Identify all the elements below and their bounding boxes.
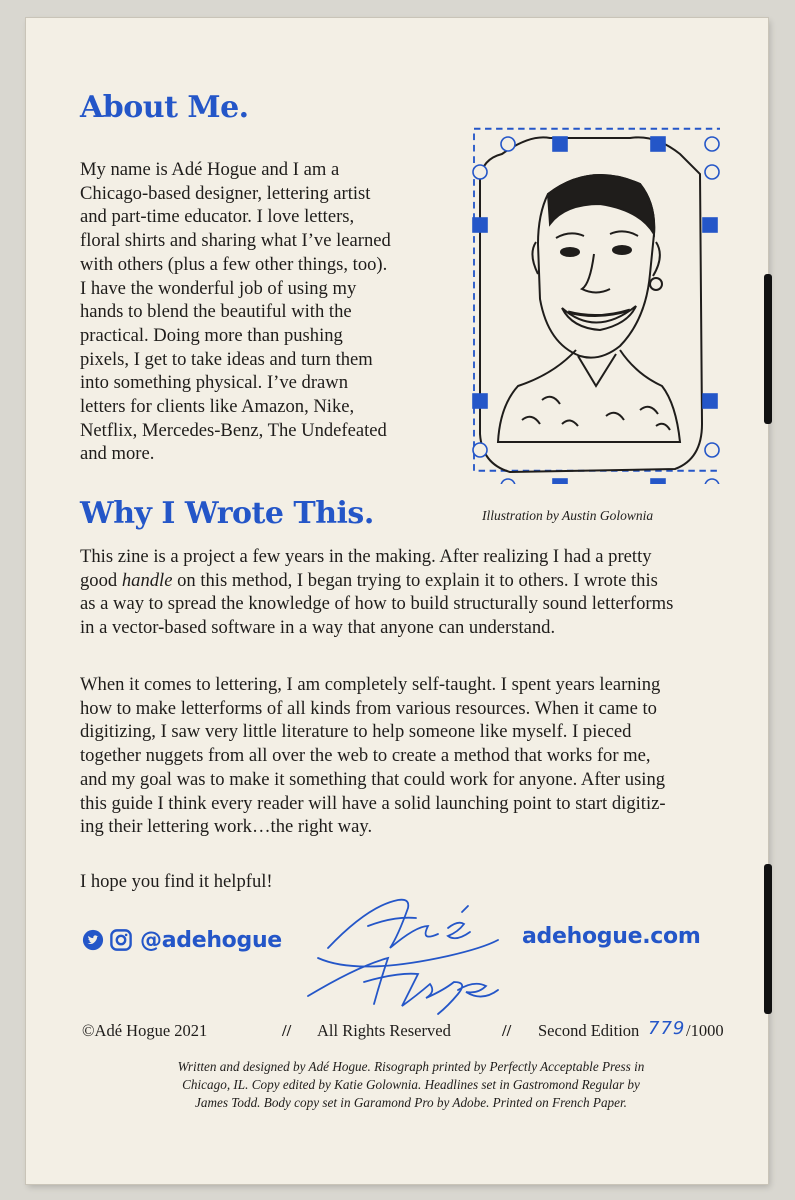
illustration-caption: Illustration by Austin Golownia xyxy=(482,508,654,523)
why-p2-line-2: how to make letterforms of all kinds from various resources. When it came to xyxy=(80,697,657,719)
edition-number: 779 xyxy=(648,1018,686,1039)
why-p2-line-1: When it comes to lettering, I am completely self-taught. I spent years learning xyxy=(80,674,661,695)
colophon-line-2: Chicago, IL. Copy edited by Katie Golownia. Headlines set in Gastromond Regular by xyxy=(182,1077,640,1092)
colophon-line-3: James Todd. Body copy set in Garamond Pro by Adobe. Printed on French Paper. xyxy=(195,1095,627,1110)
edition-total: /1000 xyxy=(686,1021,724,1040)
twitter-icon[interactable] xyxy=(82,929,104,951)
about-line-1: My name is Adé Hogue and I am a xyxy=(80,159,340,180)
social-links xyxy=(82,923,282,957)
about-line-7: hands to blend the beautiful with the xyxy=(80,301,352,323)
why-p1-line-2: good handle on this method, I began trying to explain it to others. I wrote this xyxy=(80,569,658,591)
why-p2-line-7: ing their lettering work…the right way. xyxy=(80,816,373,838)
why-p1-line-4: in a vector-based software in a way that anyone can understand. xyxy=(80,617,556,639)
why-p2-line-5: and my goal was to make it something that could work for anyone. After using xyxy=(80,768,666,790)
footer-row xyxy=(82,1018,742,1045)
binding-clip-top xyxy=(764,274,772,424)
about-line-10: into something physical. I’ve drawn xyxy=(80,372,349,394)
about-line-5: with others (plus a few other things, too). xyxy=(80,253,388,275)
portrait-illustration xyxy=(450,124,720,484)
why-p2-line-3: digitizing, I saw very little literature to help someone like myself. I pieced xyxy=(80,721,632,743)
why-paragraph-3: I hope you find it helpful! xyxy=(80,871,273,892)
handle-emphasis: handle xyxy=(121,569,173,591)
about-body xyxy=(80,158,440,466)
copyright: ©Adé Hogue 2021 xyxy=(82,1021,208,1040)
signature-logo xyxy=(298,886,508,1016)
why-p2-line-4: together nuggets from all over the web to create a method that works for me, xyxy=(80,745,651,767)
about-line-11: letters for clients like Amazon, Nike, xyxy=(80,396,355,418)
why-p1-line-3: as a way to spread the knowledge of how to build structurally sound letterforms xyxy=(80,593,674,615)
about-line-8: practical. Doing more than pushing xyxy=(80,324,343,346)
footer-separator-1: // xyxy=(282,1021,292,1040)
about-line-2: Chicago-based designer, lettering artist xyxy=(80,182,371,204)
about-line-4: floral shirts and sharing what I’ve learned xyxy=(80,230,391,252)
why-heading: Why I Wrote This. xyxy=(80,496,374,531)
why-p2-line-6: this guide I think every reader will have a solid launching point to start digitiz- xyxy=(80,792,666,814)
zine-page xyxy=(26,18,768,1184)
about-line-13: and more. xyxy=(80,443,155,465)
about-line-12: Netflix, Mercedes-Benz, The Undefeated xyxy=(80,419,387,441)
about-heading: About Me. xyxy=(80,90,249,125)
edition-label: Second Edition xyxy=(538,1021,640,1040)
colophon-line-1: Written and designed by Adé Hogue. Risograph printed by Perfectly Acceptable Press in xyxy=(177,1059,645,1074)
rights-reserved: All Rights Reserved xyxy=(317,1021,451,1040)
website-link[interactable]: adehogue.com xyxy=(522,924,701,949)
why-paragraph-1 xyxy=(80,545,720,640)
instagram-icon[interactable] xyxy=(110,929,132,951)
about-line-9: pixels, I get to take ideas and turn them xyxy=(80,348,373,370)
why-p1-line-1: This zine is a project a few years in the making. After realizing I had a pretty xyxy=(80,546,652,567)
about-line-6: I have the wonderful job of using my xyxy=(80,277,357,299)
about-line-3: and part-time educator. I love letters, xyxy=(80,206,355,228)
social-handle[interactable]: @adehogue xyxy=(140,927,282,953)
binding-clip-bottom xyxy=(764,864,772,1014)
footer-separator-2: // xyxy=(502,1021,512,1040)
colophon xyxy=(116,1058,706,1112)
face-drawing xyxy=(498,175,680,442)
why-paragraph-2 xyxy=(80,673,720,839)
